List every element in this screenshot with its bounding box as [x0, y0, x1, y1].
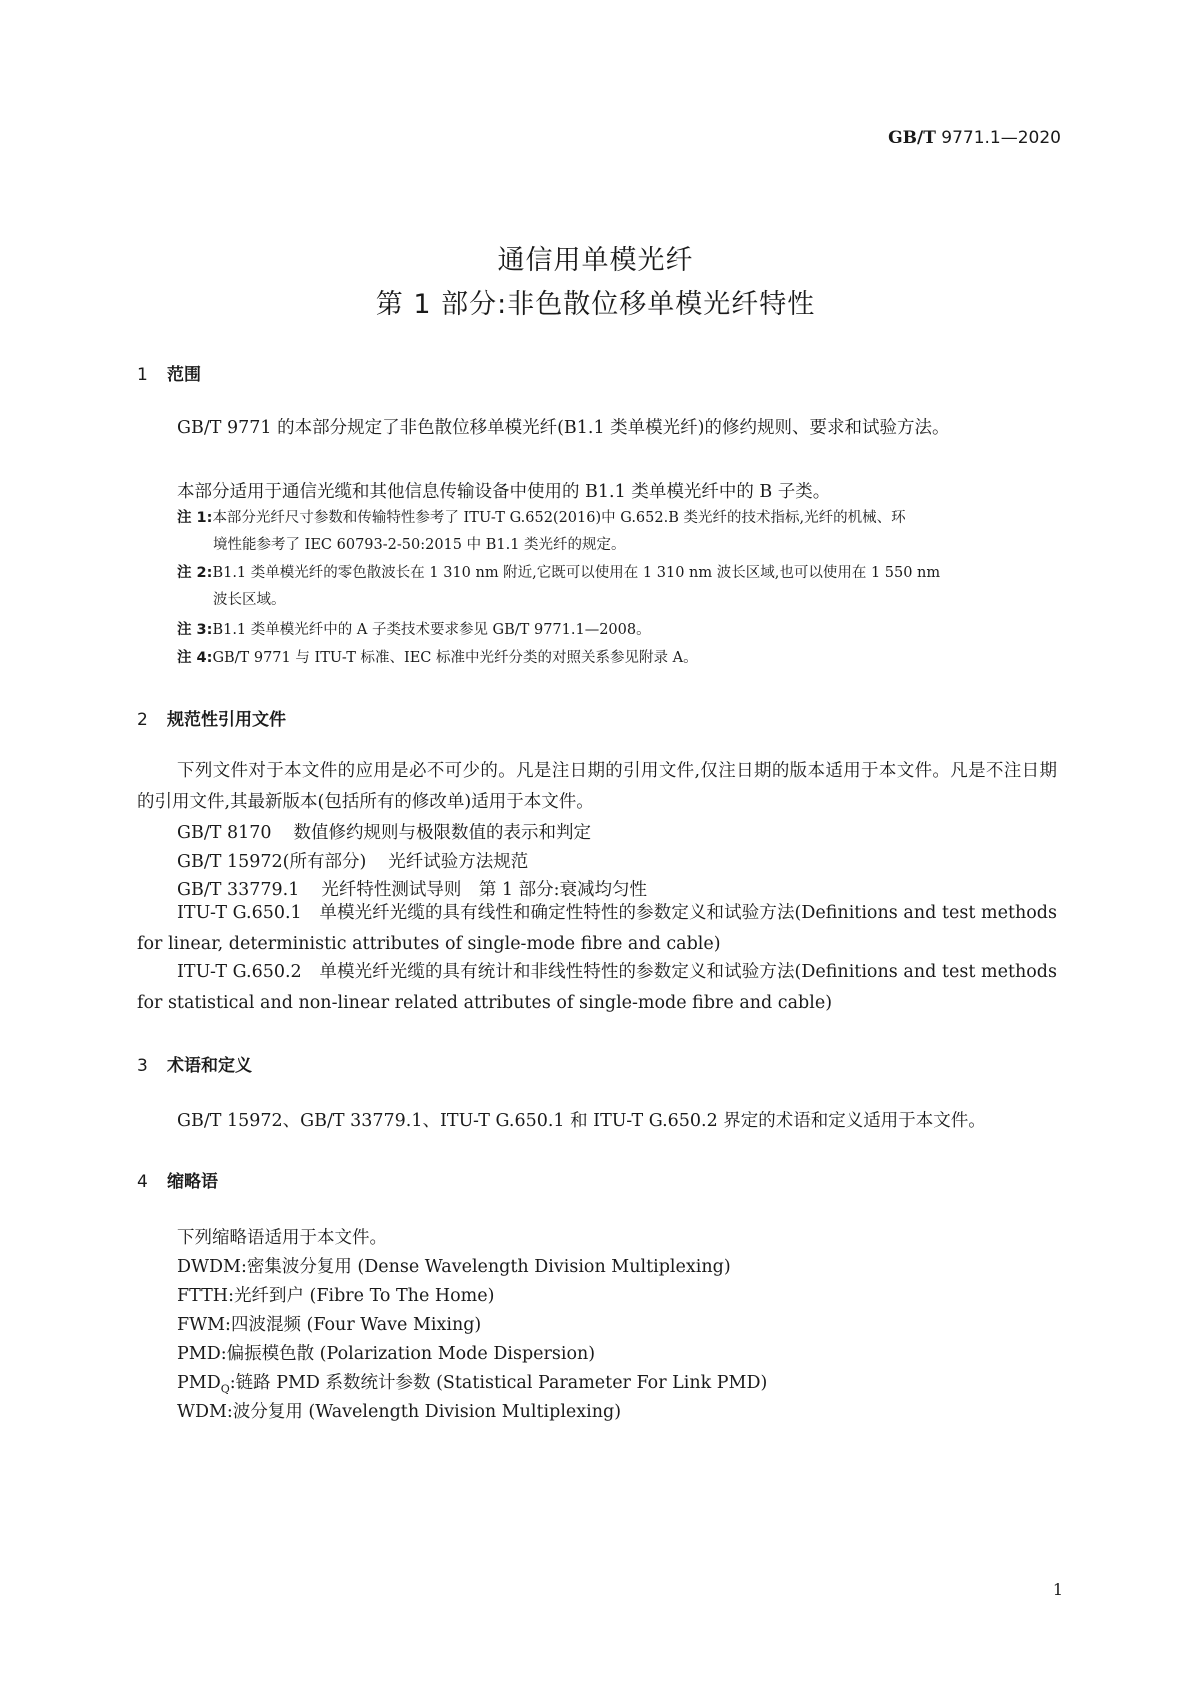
document-subtitle: 第 1 部分:非色散位移单模光纤特性 — [375, 289, 816, 320]
document-title: 通信用单模光纤 — [497, 245, 694, 276]
section-heading-2: 2 规范性引用文件 — [137, 710, 286, 730]
abbreviation-item: WDM:波分复用 (Wavelength Division Multiplexing) — [177, 1402, 622, 1422]
abbreviation-item: PMD:偏振模色散 (Polarization Mode Dispersion) — [177, 1344, 596, 1364]
abbreviation-item: FWM:四波混频 (Four Wave Mixing) — [177, 1315, 482, 1335]
abbreviations-intro: 下列缩略语适用于本文件。 — [177, 1228, 387, 1248]
abbreviation-item: FTTH:光纤到户 (Fibre To The Home) — [177, 1286, 495, 1306]
scope-paragraph-1: GB/T 9771 的本部分规定了非色散位移单模光纤(B1.1 类单模光纤)的修约规则、要求和试验方法。 — [177, 418, 950, 438]
reference-item: GB/T 8170 数值修约规则与极限数值的表示和判定 — [177, 823, 592, 843]
reference-item: GB/T 15972(所有部分) 光纤试验方法规范 — [177, 852, 529, 872]
reference-item: GB/T 33779.1 光纤特性测试导则 第 1 部分:衰减均匀性 — [177, 880, 647, 900]
section-heading-3: 3 术语和定义 — [137, 1056, 252, 1076]
reference-item: ITU-T G.650.1 单模光纤光缆的具有线性和确定性特性的参数定义和试验方法(Definitions and test methods for linear, deterministic attributes of single-mode fibre and cable) — [137, 903, 1057, 954]
note-1: 注 1:本部分光纤尺寸参数和传输特性参考了 ITU-T G.652(2016)中 G.652.B 类光纤的技术指标,光纤的机械、环 境性能参考了 IEC 60793-2-50:2015 中 B1.1 类光纤的规定。 — [177, 510, 906, 553]
page-number: 1 — [1052, 1580, 1063, 1599]
reference-item: ITU-T G.650.2 单模光纤光缆的具有统计和非线性特性的参数定义和试验方法(Definitions and test methods for statistical and non-linear related attributes of single-mode fibre and cable) — [137, 962, 1057, 1013]
section-heading-1: 1 范围 — [137, 365, 201, 385]
abbreviation-item: DWDM:密集波分复用 (Dense Wavelength Division Multiplexing) — [177, 1257, 731, 1277]
abbreviation-item: $PMD_Q$:链路 PMD 系数统计参数 (Statistical Parameter For Link PMD) — [177, 1373, 768, 1396]
standard-code: GB/T 9771.1—2020 — [888, 128, 1061, 148]
references-intro: 下列文件对于本文件的应用是必不可少的。凡是注日期的引用文件,仅注日期的版本适用于本文件。凡是不注日期的引用文件,其最新版本(包括所有的修改单)适用于本文件。 — [137, 761, 1057, 812]
scope-paragraph-2: 本部分适用于通信光缆和其他信息传输设备中使用的 B1.1 类单模光纤中的 B 子类。 — [177, 482, 831, 502]
note-3: 注 3:B1.1 类单模光纤中的 A 子类技术要求参见 GB/T 9771.1—2008。 — [177, 622, 651, 638]
note-2: 注 2:B1.1 类单模光纤的零色散波长在 1 310 nm 附近,它既可以使用在 1 310 nm 波长区域,也可以使用在 1 550 nm 波长区域。 — [177, 565, 941, 608]
terms-paragraph: GB/T 15972、GB/T 33779.1、ITU-T G.650.1 和 ITU-T G.650.2 界定的术语和定义适用于本文件。 — [177, 1111, 986, 1131]
section-heading-4: 4 缩略语 — [137, 1172, 218, 1192]
note-4: 注 4:GB/T 9771 与 ITU-T 标准、IEC 标准中光纤分类的对照关系参见附录 A。 — [177, 650, 698, 666]
